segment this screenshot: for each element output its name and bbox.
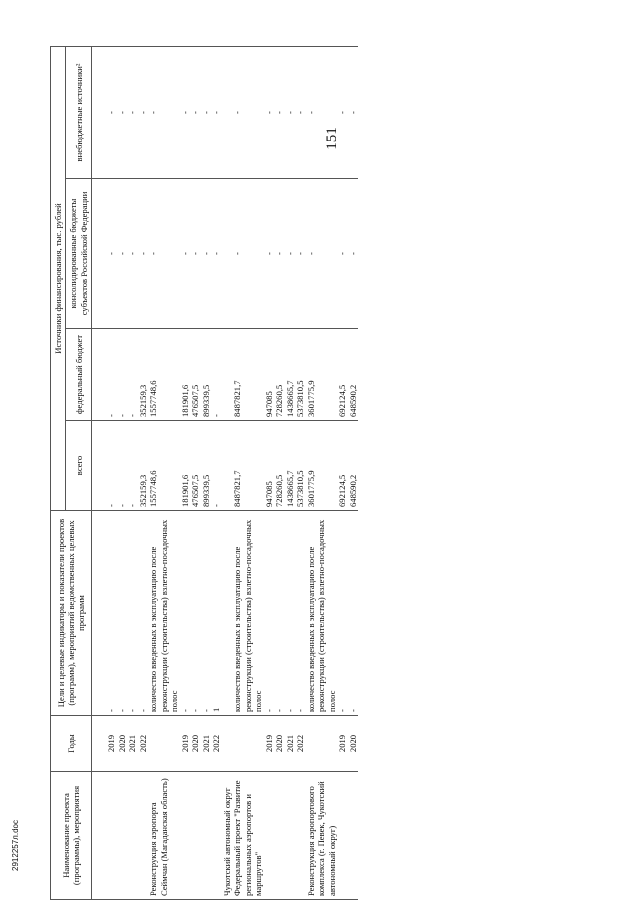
cell-name — [348, 772, 358, 900]
cell-extra: - — [295, 46, 305, 178]
table-row — [106, 46, 116, 899]
cell-federal: 1557748,6 — [148, 329, 179, 421]
cell-year: 2021 — [127, 716, 137, 772]
cell-year: 2020 — [190, 716, 200, 772]
cell-name — [138, 772, 148, 900]
cell-federal: 8487821,7 — [232, 329, 263, 421]
cell-extra: - — [148, 46, 179, 178]
cell-extra: - — [264, 46, 274, 178]
cell-year: 2022 — [138, 716, 148, 772]
table-row — [295, 46, 305, 899]
cell-federal: - — [117, 329, 127, 421]
table-row — [337, 46, 347, 899]
cell-federal: 728260,5 — [274, 329, 284, 421]
cell-year — [306, 716, 337, 772]
cell-year: 2022 — [295, 716, 305, 772]
cell-year: 2019 — [337, 716, 347, 772]
cell-name — [274, 772, 284, 900]
cell-name: Реконструкция аэропорта Сеймчан (Магаданская область) — [148, 772, 179, 900]
cell-regional: - — [127, 179, 137, 329]
table-row — [117, 46, 127, 899]
cell-goal: количество введенных в эксплуатацию после реконструкции (строительства) взлетно-посадочных полос — [148, 511, 179, 716]
cell-federal — [222, 329, 232, 421]
page-number: 151 — [323, 126, 340, 150]
cell-name — [106, 772, 116, 900]
table-row — [201, 46, 211, 899]
header-extra: внебюджетные источники² — [66, 46, 92, 178]
cell-goal: - — [138, 511, 148, 716]
cell-total: - — [117, 421, 127, 511]
table-row — [180, 46, 190, 899]
cell-name — [190, 772, 200, 900]
cell-regional: - — [348, 179, 358, 329]
cell-goal: количество введенных в эксплуатацию после реконструкции (строительства) взлетно-посадочных полос — [232, 511, 263, 716]
table-row — [190, 46, 200, 899]
cell-extra — [222, 46, 232, 178]
cell-name — [211, 772, 221, 900]
cell-name — [201, 772, 211, 900]
header-sources-group: Источники финансирования, тыс. рублей — [51, 46, 66, 510]
cell-name: Реконструкция аэропортового комплекса (г. Певек, Чукотский автономный округ) — [306, 772, 337, 900]
table-row — [348, 46, 358, 899]
cell-name: Чукотский автономный округ — [222, 772, 232, 900]
table-row — [285, 46, 295, 899]
cell-federal: 947085 — [264, 329, 274, 421]
header-total: всего — [66, 421, 92, 511]
cell-extra: - — [127, 46, 137, 178]
table-row — [232, 46, 263, 899]
cell-regional: - — [285, 179, 295, 329]
cell-federal: 352159,3 — [138, 329, 148, 421]
header-federal: федеральный бюджет — [66, 329, 92, 421]
cell-federal: 3601775,9 — [306, 329, 337, 421]
cell-total: 5373810,5 — [295, 421, 305, 511]
cell-name — [295, 772, 305, 900]
cell-total: 8487821,7 — [232, 421, 263, 511]
cell-federal: - — [127, 329, 137, 421]
cell-federal: - — [106, 329, 116, 421]
cell-regional: - — [232, 179, 263, 329]
cell-goal: - — [295, 511, 305, 716]
cell-extra: - — [348, 46, 358, 178]
cell-goal: - — [190, 511, 200, 716]
cell-year — [232, 716, 263, 772]
header-goals: Цели и целевые индикаторы и показатели проектов (программ), мероприятий ведомственных целевых программ — [51, 511, 92, 716]
table-row — [138, 46, 148, 899]
cell-regional: - — [106, 179, 116, 329]
cell-federal: 692124,5 — [337, 329, 347, 421]
cell-name — [127, 772, 137, 900]
financing-table — [50, 46, 358, 900]
table-row — [274, 46, 284, 899]
table-row — [127, 46, 137, 899]
cell-goal: - — [264, 511, 274, 716]
cell-extra: - — [201, 46, 211, 178]
cell-year: 2021 — [285, 716, 295, 772]
table-body — [92, 46, 358, 899]
cell-goal — [222, 511, 232, 716]
cell-year: 2020 — [348, 716, 358, 772]
cell-goal: - — [337, 511, 347, 716]
cell-total: 476507,5 — [190, 421, 200, 511]
table-row — [264, 46, 274, 899]
cell-total: - — [211, 421, 221, 511]
cell-extra: - — [211, 46, 221, 178]
cell-year: 2020 — [117, 716, 127, 772]
cell-regional: - — [148, 179, 179, 329]
cell-goal: количество введенных в эксплуатацию после реконструкции (строительства) взлетно-посадочных полос — [306, 511, 337, 716]
cell-regional: - — [264, 179, 274, 329]
cell-year: 2019 — [106, 716, 116, 772]
cell-name: Федеральный проект "Развитие региональных аэропортов и маршрутов" — [232, 772, 263, 900]
cell-goal: - — [106, 511, 116, 716]
cell-total: 1438665,7 — [285, 421, 295, 511]
cell-extra: - — [106, 46, 116, 178]
header-years: Годы — [51, 716, 92, 772]
cell-goal: - — [201, 511, 211, 716]
cell-federal: 899339,5 — [201, 329, 211, 421]
cell-year: 2019 — [264, 716, 274, 772]
cell-total: 899339,5 — [201, 421, 211, 511]
cell-year: 2020 — [274, 716, 284, 772]
cell-total: 947085 — [264, 421, 274, 511]
cell-total: 181901,6 — [180, 421, 190, 511]
cell-total: 352159,3 — [138, 421, 148, 511]
cell-federal: 1438665,7 — [285, 329, 295, 421]
cell-regional: - — [337, 179, 347, 329]
cell-goal: - — [127, 511, 137, 716]
cell-name — [180, 772, 190, 900]
cell-name — [285, 772, 295, 900]
cell-total: 728260,5 — [274, 421, 284, 511]
cell-goal: - — [348, 511, 358, 716]
cell-extra: - — [117, 46, 127, 178]
cell-extra: - — [274, 46, 284, 178]
cell-total: 648590,2 — [348, 421, 358, 511]
header-regional: консолидированные бюджеты субъектов Российской Федерации — [66, 179, 92, 329]
cell-year: 2019 — [180, 716, 190, 772]
cell-extra: - — [306, 46, 337, 178]
cell-federal: 5373810,5 — [295, 329, 305, 421]
cell-goal: - — [117, 511, 127, 716]
cell-regional: - — [306, 179, 337, 329]
document-footer: 2912257л.doc — [10, 819, 20, 871]
cell-total: 692124,5 — [337, 421, 347, 511]
cell-goal: 1 — [211, 511, 221, 716]
table-row — [222, 46, 232, 899]
cell-year — [148, 716, 179, 772]
cell-regional: - — [138, 179, 148, 329]
cell-extra: - — [138, 46, 148, 178]
cell-extra: - — [285, 46, 295, 178]
cell-total: 1557748,6 — [148, 421, 179, 511]
cell-regional: - — [180, 179, 190, 329]
cell-federal: 181901,6 — [180, 329, 190, 421]
cell-goal: - — [274, 511, 284, 716]
cell-federal: 476507,5 — [190, 329, 200, 421]
cell-total: - — [106, 421, 116, 511]
financing-table-container — [50, 47, 640, 900]
header-name: Наименование проекта (программы), мероприятия — [51, 772, 92, 900]
cell-extra: - — [337, 46, 347, 178]
table-row — [306, 46, 337, 899]
cell-year — [222, 716, 232, 772]
cell-name — [337, 772, 347, 900]
cell-extra: - — [232, 46, 263, 178]
table-row — [211, 46, 221, 899]
cell-federal: - — [211, 329, 221, 421]
cell-regional: - — [274, 179, 284, 329]
cell-total: - — [127, 421, 137, 511]
cell-year: 2022 — [211, 716, 221, 772]
cell-total — [222, 421, 232, 511]
cell-regional — [222, 179, 232, 329]
cell-regional: - — [295, 179, 305, 329]
cell-goal: - — [285, 511, 295, 716]
cell-federal: 648590,2 — [348, 329, 358, 421]
cell-regional: - — [190, 179, 200, 329]
cell-extra: - — [180, 46, 190, 178]
table-row — [148, 46, 179, 899]
cell-regional: - — [201, 179, 211, 329]
cell-extra: - — [190, 46, 200, 178]
cell-goal: - — [180, 511, 190, 716]
cell-total: 3601775,9 — [306, 421, 337, 511]
cell-name — [264, 772, 274, 900]
cell-regional: - — [117, 179, 127, 329]
cell-name — [117, 772, 127, 900]
cell-regional: - — [211, 179, 221, 329]
cell-year: 2021 — [201, 716, 211, 772]
